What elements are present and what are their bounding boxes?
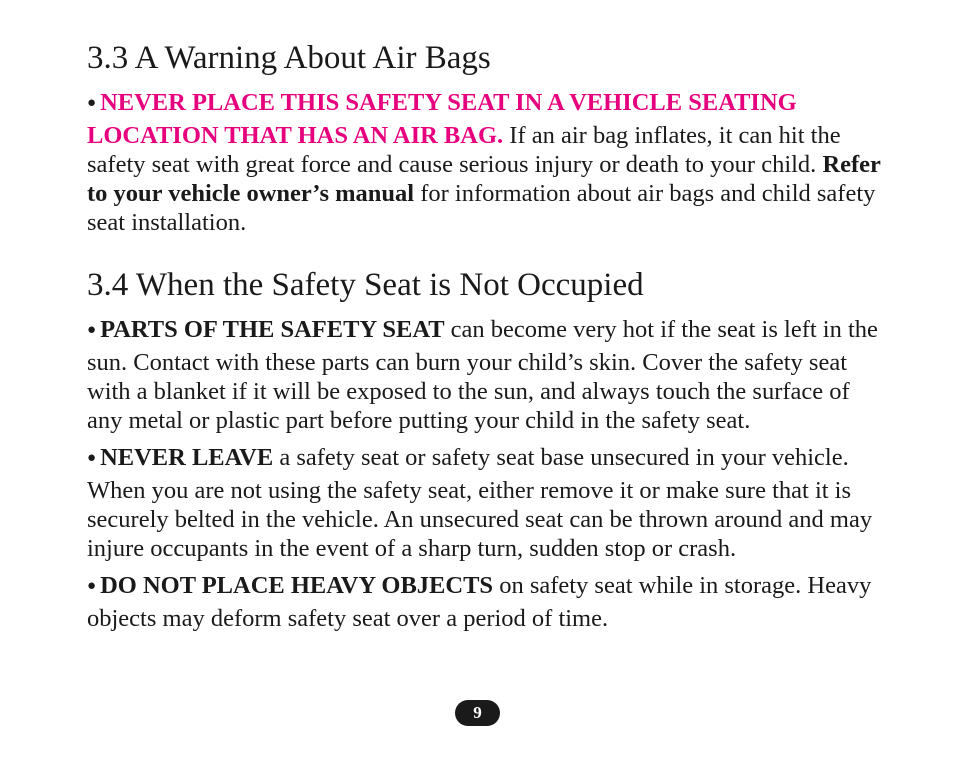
air-bag-warning-bold: NEVER PLACE THIS SAFETY SEAT IN A VEHICLE SEATING LOCATION THAT HAS AN AIR BAG. (87, 89, 797, 149)
bullet-icon: ● (87, 450, 97, 466)
hot-parts-paragraph (87, 315, 887, 435)
section-heading-not-occupied: 3.4 When the Safety Seat is Not Occupied (87, 267, 644, 303)
air-bag-warning-text-1: If an air bag inflates, it can hit the safety seat with great force and cause serious injury or death to your child. (87, 122, 841, 178)
hot-parts-bold: PARTS OF THE SAFETY SEAT (100, 316, 445, 343)
heavy-objects-paragraph (87, 571, 887, 633)
section-heading-air-bags: 3.3 A Warning About Air Bags (87, 40, 491, 76)
bullet-icon: ● (87, 322, 97, 338)
bullet-icon: ● (87, 578, 97, 594)
section-not-occupied (87, 265, 887, 633)
hot-parts-text: can become very hot if the seat is left in the sun. Contact with these parts can burn your child’s skin. Cover the safety seat with a blanket if it will be exposed to the sun, and always touch the surface of any metal or plastic part before putting your child in the safety seat. (87, 316, 878, 434)
never-leave-bold: NEVER LEAVE (100, 444, 274, 471)
manual-page (87, 38, 887, 641)
owners-manual-reference: Refer to your vehicle owner’s manual (87, 151, 881, 207)
section-air-bags (87, 38, 887, 237)
air-bag-warning-paragraph (87, 88, 887, 237)
never-leave-text: a safety seat or safety seat base unsecured in your vehicle. When you are not using the safety seat, either remove it or make sure that it is securely belted in the vehicle. An unsecured seat can be thrown around and may injure occupants in the event of a sharp turn, sudden stop or crash. (87, 444, 873, 562)
bullet-icon: ● (87, 95, 97, 111)
air-bag-warning-text-2: for information about air bags and child safety seat installation. (87, 180, 876, 236)
never-leave-paragraph (87, 443, 887, 563)
heavy-objects-bold: DO NOT PLACE HEAVY OBJECTS (100, 572, 494, 599)
heavy-objects-text: on safety seat while in storage. Heavy objects may deform safety seat over a period of time. (87, 572, 872, 632)
page-number-badge: 9 (455, 700, 500, 726)
